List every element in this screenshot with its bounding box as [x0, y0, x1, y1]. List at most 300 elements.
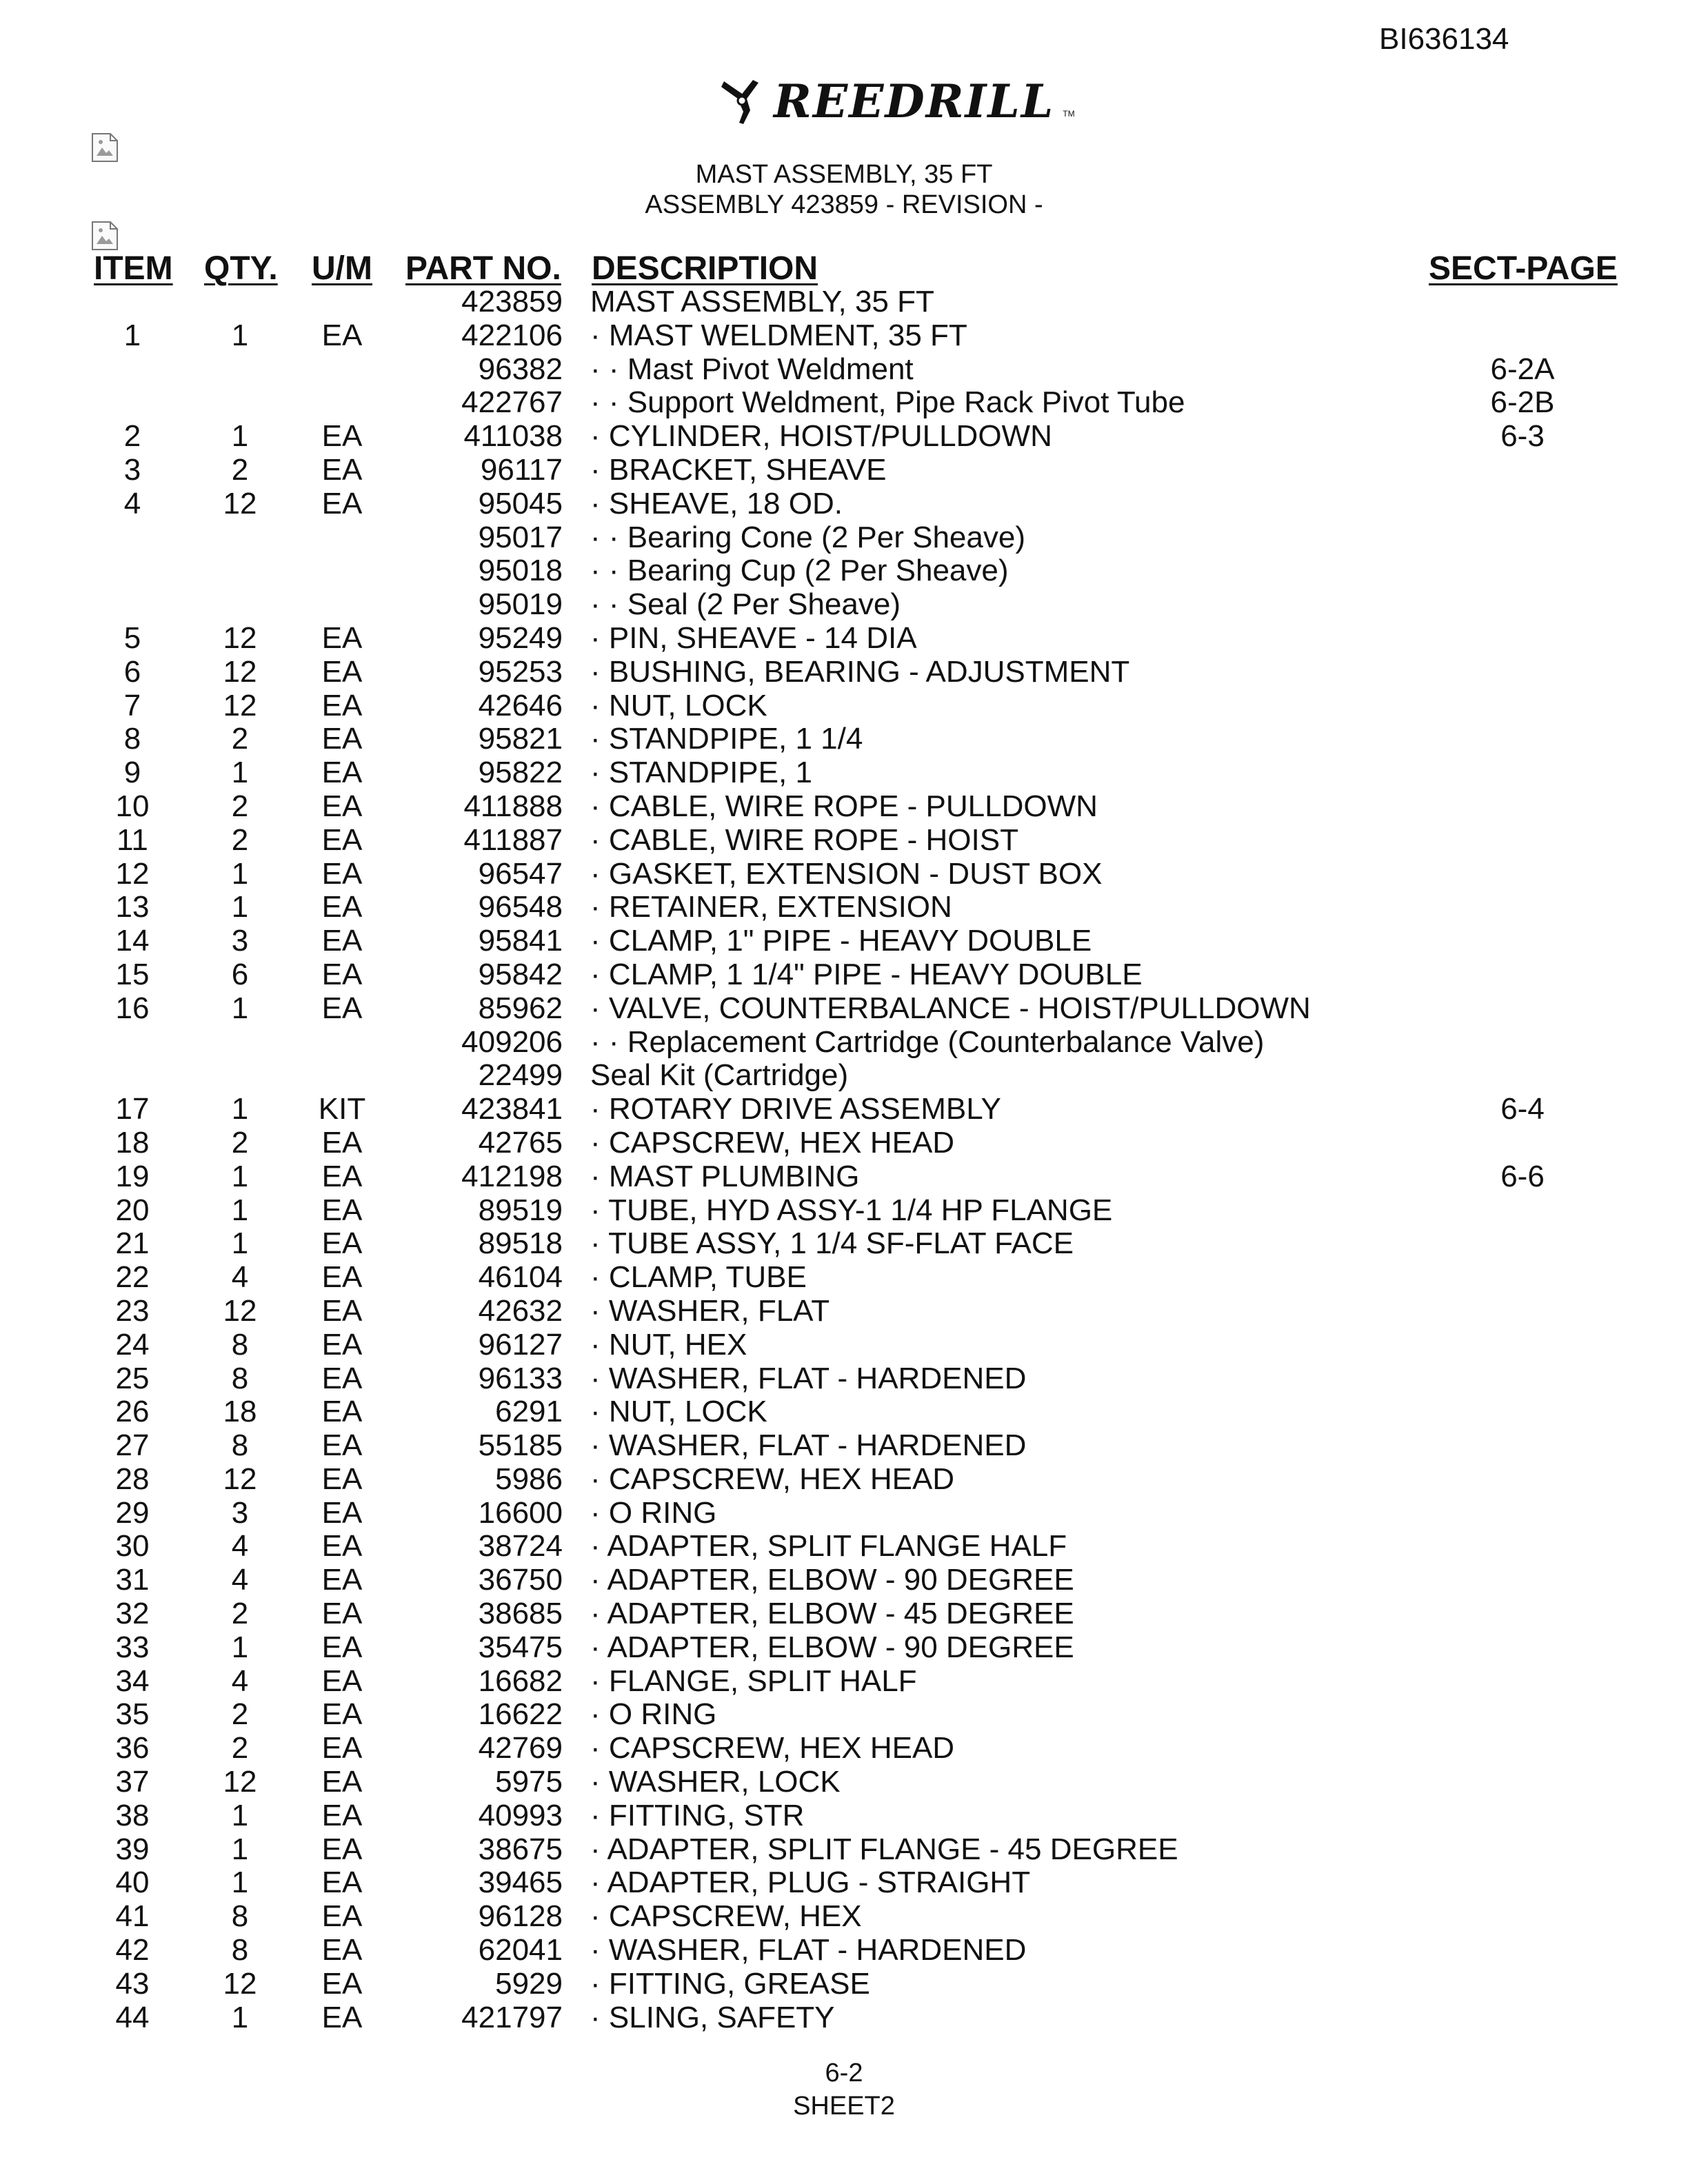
- item-number: 3: [123, 452, 141, 487]
- logo-wordmark: REEDRILL: [774, 74, 1055, 128]
- table-row: [0, 353, 1688, 387]
- item-number: 7: [123, 688, 141, 722]
- item-number: 19: [115, 1159, 150, 1193]
- header-part-no: PART NO.: [405, 250, 561, 287]
- item-number: 2: [123, 419, 141, 454]
- header-description: DESCRIPTION: [592, 250, 818, 287]
- quantity: 12: [223, 486, 257, 520]
- table-row: [0, 656, 1688, 689]
- unit-of-measure: EA: [321, 1395, 363, 1429]
- description: · FLANGE, SPLIT HALF: [590, 1664, 917, 1698]
- part-number: 95045: [478, 486, 563, 520]
- item-number: 6: [123, 654, 141, 689]
- description: · CLAMP, 1" PIPE - HEAVY DOUBLE: [590, 924, 1092, 958]
- quantity: 1: [231, 1798, 249, 1832]
- table-row: [0, 1766, 1688, 1799]
- description: · O RING: [590, 1495, 717, 1530]
- part-number: 16622: [478, 1697, 563, 1732]
- header-sect-page: SECT-PAGE: [1429, 250, 1618, 287]
- table-row: [0, 1261, 1688, 1295]
- part-number: 95249: [478, 620, 563, 655]
- item-number: 16: [115, 991, 150, 1025]
- part-number: 422767: [461, 385, 563, 420]
- table-row: [0, 689, 1688, 723]
- document-title: MAST ASSEMBLY, 35 FT: [695, 160, 993, 189]
- table-row: [0, 588, 1688, 622]
- unit-of-measure: EA: [321, 1495, 363, 1530]
- table-row: [0, 2001, 1688, 2035]
- description: · VALVE, COUNTERBALANCE - HOIST/PULLDOWN: [590, 991, 1311, 1025]
- table-row: [0, 924, 1688, 958]
- quantity: 12: [223, 688, 257, 722]
- unit-of-measure: EA: [321, 1193, 363, 1227]
- unit-of-measure: EA: [321, 1529, 363, 1564]
- quantity: 1: [231, 1832, 249, 1866]
- quantity: 12: [223, 620, 257, 655]
- part-number: 38724: [478, 1529, 563, 1564]
- quantity: 1: [231, 991, 249, 1025]
- table-row: [0, 1194, 1688, 1228]
- part-number: 89519: [478, 1193, 563, 1227]
- sect-page: 6-2B: [1490, 385, 1555, 420]
- item-number: 13: [115, 890, 150, 924]
- unit-of-measure: EA: [321, 1293, 363, 1328]
- unit-of-measure: KIT: [318, 1092, 366, 1126]
- description: · ADAPTER, ELBOW - 90 DEGREE: [590, 1563, 1074, 1597]
- description: · STANDPIPE, 1 1/4: [590, 722, 863, 756]
- table-row: [0, 756, 1688, 790]
- part-number: 42646: [478, 688, 563, 722]
- description: · PIN, SHEAVE - 14 DIA: [590, 620, 917, 655]
- part-number: 96133: [478, 1361, 563, 1395]
- table-row: [0, 1597, 1688, 1631]
- table-row: [0, 420, 1688, 454]
- item-number: 35: [115, 1697, 150, 1732]
- part-number: 36750: [478, 1563, 563, 1597]
- unit-of-measure: EA: [321, 1159, 363, 1193]
- document-id: BI636134: [1379, 22, 1509, 56]
- table-row: [0, 1732, 1688, 1766]
- table-row: [0, 790, 1688, 824]
- item-number: 39: [115, 1832, 150, 1866]
- description: · ADAPTER, ELBOW - 90 DEGREE: [590, 1630, 1074, 1664]
- item-number: 27: [115, 1428, 150, 1463]
- part-number: 85962: [478, 991, 563, 1025]
- item-number: 14: [115, 924, 150, 958]
- unit-of-measure: EA: [321, 924, 363, 958]
- table-row: [0, 1934, 1688, 1968]
- item-number: 40: [115, 1866, 150, 1900]
- unit-of-measure: EA: [321, 1226, 363, 1261]
- description: · WASHER, FLAT - HARDENED: [590, 1361, 1027, 1395]
- description: · CAPSCREW, HEX: [590, 1899, 862, 1934]
- table-row: [0, 1631, 1688, 1665]
- unit-of-measure: EA: [321, 1933, 363, 1968]
- description: · ADAPTER, SPLIT FLANGE - 45 DEGREE: [590, 1832, 1178, 1866]
- table-row: [0, 891, 1688, 924]
- part-number: 38675: [478, 1832, 563, 1866]
- description: · CAPSCREW, HEX HEAD: [590, 1125, 955, 1160]
- item-number: 12: [115, 856, 150, 891]
- part-number: 95018: [478, 554, 563, 588]
- description: · BUSHING, BEARING - ADJUSTMENT: [590, 654, 1130, 689]
- part-number: 423859: [461, 285, 563, 318]
- quantity: 6: [231, 957, 249, 991]
- item-number: 20: [115, 1193, 150, 1227]
- part-number: 96117: [480, 452, 563, 487]
- quantity: 2: [231, 722, 249, 756]
- quantity: 1: [231, 318, 249, 352]
- table-row: [0, 1429, 1688, 1463]
- part-number: 95822: [478, 756, 563, 790]
- table-row: [0, 1059, 1688, 1093]
- item-number: 31: [115, 1563, 150, 1597]
- quantity: 1: [231, 1226, 249, 1261]
- quantity: 18: [223, 1395, 257, 1429]
- part-number: 89518: [478, 1226, 563, 1261]
- part-number: 62041: [478, 1933, 563, 1968]
- unit-of-measure: EA: [321, 1866, 363, 1900]
- unit-of-measure: EA: [321, 419, 363, 454]
- description: · CABLE, WIRE ROPE - PULLDOWN: [590, 789, 1098, 823]
- unit-of-measure: EA: [321, 1697, 363, 1732]
- quantity: 1: [231, 1159, 249, 1193]
- quantity: 8: [231, 1361, 249, 1395]
- unit-of-measure: EA: [321, 1327, 363, 1362]
- part-number: 95842: [478, 957, 563, 991]
- item-number: 32: [115, 1597, 150, 1631]
- quantity: 12: [223, 1462, 257, 1496]
- table-row: [0, 319, 1688, 353]
- sect-page: 6-2A: [1490, 352, 1555, 386]
- table-row: [0, 1126, 1688, 1160]
- item-number: 10: [115, 789, 150, 823]
- unit-of-measure: EA: [321, 1361, 363, 1395]
- quantity: 4: [231, 1529, 249, 1564]
- table-row: [0, 958, 1688, 992]
- description: Seal Kit (Cartridge): [590, 1058, 849, 1093]
- quantity: 3: [231, 924, 249, 958]
- table-row: [0, 824, 1688, 858]
- quantity: 2: [231, 822, 249, 857]
- table-row: [0, 1698, 1688, 1732]
- document-subtitle: ASSEMBLY 423859 - REVISION -: [645, 190, 1043, 219]
- part-number: 95821: [478, 722, 563, 756]
- item-number: 36: [115, 1731, 150, 1766]
- description: · · Seal (2 Per Sheave): [590, 587, 901, 622]
- unit-of-measure: EA: [321, 1832, 363, 1866]
- table-row: [0, 858, 1688, 891]
- table-row: [0, 1665, 1688, 1699]
- table-row: [0, 1362, 1688, 1396]
- unit-of-measure: EA: [321, 486, 363, 520]
- table-row: [0, 285, 1688, 319]
- description: · CAPSCREW, HEX HEAD: [590, 1731, 955, 1766]
- table-row: [0, 487, 1688, 521]
- description: · BRACKET, SHEAVE: [590, 452, 887, 487]
- item-number: 11: [117, 822, 148, 857]
- table-row: [0, 1093, 1688, 1126]
- description: · FITTING, STR: [590, 1798, 805, 1832]
- unit-of-measure: EA: [321, 1260, 363, 1295]
- unit-of-measure: EA: [321, 654, 363, 689]
- unit-of-measure: EA: [321, 1563, 363, 1597]
- logo-trademark: TM: [1063, 109, 1075, 119]
- table-row: [0, 1328, 1688, 1362]
- description: · WASHER, FLAT: [590, 1293, 830, 1328]
- description: · O RING: [590, 1697, 717, 1732]
- quantity: 12: [223, 1966, 257, 2001]
- unit-of-measure: EA: [321, 1664, 363, 1698]
- header-um: U/M: [312, 250, 372, 287]
- description: · · Support Weldment, Pipe Rack Pivot Tube: [590, 385, 1185, 420]
- table-row: [0, 1900, 1688, 1934]
- description: · · Bearing Cone (2 Per Sheave): [590, 520, 1025, 554]
- item-number: 17: [115, 1092, 150, 1126]
- item-number: 4: [123, 486, 141, 520]
- description: · CLAMP, 1 1/4" PIPE - HEAVY DOUBLE: [590, 957, 1143, 991]
- part-number: 38685: [478, 1597, 563, 1631]
- part-number: 39465: [478, 1866, 563, 1900]
- unit-of-measure: EA: [321, 318, 363, 352]
- table-row: [0, 1833, 1688, 1867]
- item-number: 25: [115, 1361, 150, 1395]
- quantity: 1: [231, 1193, 249, 1227]
- part-number: 411038: [463, 419, 563, 454]
- quantity: 1: [231, 419, 249, 454]
- part-number: 16682: [478, 1664, 563, 1698]
- part-number: 5929: [495, 1966, 563, 2001]
- unit-of-measure: EA: [321, 2000, 363, 2034]
- part-number: 5986: [495, 1462, 563, 1496]
- quantity: 4: [231, 1664, 249, 1698]
- quantity: 4: [231, 1260, 249, 1295]
- description: · CABLE, WIRE ROPE - HOIST: [590, 822, 1018, 857]
- quantity: 2: [231, 1125, 249, 1160]
- quantity: 1: [231, 756, 249, 790]
- part-number: 411888: [463, 789, 563, 823]
- part-number: 55185: [478, 1428, 563, 1463]
- description: · · Bearing Cup (2 Per Sheave): [590, 554, 1009, 588]
- part-number: 421797: [461, 2000, 563, 2034]
- part-number: 95019: [478, 587, 563, 622]
- header-qty: QTY.: [204, 250, 278, 287]
- document-image-icon[interactable]: [91, 132, 119, 163]
- table-row: [0, 1227, 1688, 1261]
- unit-of-measure: EA: [321, 722, 363, 756]
- unit-of-measure: EA: [321, 756, 363, 790]
- description: · NUT, HEX: [590, 1327, 747, 1362]
- quantity: 1: [231, 856, 249, 891]
- description: · CYLINDER, HOIST/PULLDOWN: [590, 419, 1052, 454]
- description: · TUBE ASSY, 1 1/4 SF-FLAT FACE: [590, 1226, 1074, 1261]
- part-number: 96382: [478, 352, 563, 386]
- item-number: 42: [115, 1933, 150, 1968]
- part-number: 96548: [478, 890, 563, 924]
- item-number: 29: [115, 1495, 150, 1530]
- part-number: 409206: [461, 1024, 563, 1059]
- item-number: 22: [115, 1260, 150, 1295]
- description: · CAPSCREW, HEX HEAD: [590, 1462, 955, 1496]
- description: · WASHER, FLAT - HARDENED: [590, 1933, 1027, 1968]
- item-number: 8: [123, 722, 141, 756]
- table-row: [0, 1160, 1688, 1194]
- item-number: 21: [115, 1226, 150, 1261]
- part-number: 42769: [478, 1731, 563, 1766]
- parts-list: [0, 285, 1688, 2034]
- description: · FITTING, GREASE: [590, 1966, 870, 2001]
- table-row: [0, 454, 1688, 487]
- drill-bit-logo-icon: [717, 76, 765, 127]
- description: · ADAPTER, ELBOW - 45 DEGREE: [590, 1597, 1074, 1631]
- unit-of-measure: EA: [321, 1630, 363, 1664]
- part-number: 16600: [478, 1495, 563, 1530]
- item-number: 30: [115, 1529, 150, 1564]
- description: · CLAMP, TUBE: [590, 1260, 807, 1295]
- quantity: 1: [231, 2000, 249, 2034]
- unit-of-measure: EA: [321, 991, 363, 1025]
- part-number: 35475: [478, 1630, 563, 1664]
- quantity: 2: [231, 1597, 249, 1631]
- description: · · Replacement Cartridge (Counterbalance Valve): [590, 1024, 1265, 1059]
- table-row: [0, 1530, 1688, 1564]
- sect-page: 6-3: [1500, 419, 1545, 454]
- quantity: 1: [231, 1630, 249, 1664]
- quantity: 12: [223, 1293, 257, 1328]
- quantity: 1: [231, 890, 249, 924]
- quantity: 12: [223, 654, 257, 689]
- part-number: 411887: [463, 822, 563, 857]
- description: · SHEAVE, 18 OD.: [590, 486, 843, 520]
- item-number: 33: [115, 1630, 150, 1664]
- part-number: 422106: [461, 318, 563, 352]
- part-number: 423841: [461, 1092, 563, 1126]
- part-number: 42632: [478, 1293, 563, 1328]
- quantity: 8: [231, 1327, 249, 1362]
- part-number: 6291: [495, 1395, 563, 1429]
- table-row: [0, 1799, 1688, 1833]
- table-row: [0, 521, 1688, 555]
- item-number: 23: [115, 1293, 150, 1328]
- table-row: [0, 554, 1688, 588]
- table-row: [0, 386, 1688, 420]
- item-number: 15: [115, 957, 150, 991]
- quantity: 8: [231, 1933, 249, 1968]
- part-number: 42765: [478, 1125, 563, 1160]
- description: · GASKET, EXTENSION - DUST BOX: [590, 856, 1103, 891]
- unit-of-measure: EA: [321, 1966, 363, 2001]
- item-number: 43: [115, 1966, 150, 2001]
- table-row: [0, 1463, 1688, 1497]
- quantity: 2: [231, 1697, 249, 1732]
- table-row: [0, 1395, 1688, 1429]
- table-row: [0, 1026, 1688, 1060]
- table-row: [0, 1564, 1688, 1597]
- item-number: 5: [123, 620, 141, 655]
- description: · ADAPTER, PLUG - STRAIGHT: [590, 1866, 1031, 1900]
- item-number: 28: [115, 1462, 150, 1496]
- quantity: 2: [231, 789, 249, 823]
- description: · STANDPIPE, 1: [590, 756, 812, 790]
- sheet-label: SHEET2: [793, 2092, 895, 2121]
- part-number: 46104: [478, 1260, 563, 1295]
- description: · WASHER, FLAT - HARDENED: [590, 1428, 1027, 1463]
- table-row: [0, 1497, 1688, 1530]
- item-number: 24: [115, 1327, 150, 1362]
- item-number: 37: [115, 1765, 150, 1799]
- description: · MAST PLUMBING: [590, 1159, 860, 1193]
- sect-page: 6-4: [1500, 1092, 1545, 1126]
- document-image-icon[interactable]: [91, 221, 119, 251]
- unit-of-measure: EA: [321, 1428, 363, 1463]
- part-number: 96127: [478, 1327, 563, 1362]
- description: · RETAINER, EXTENSION: [590, 890, 952, 924]
- description: · TUBE, HYD ASSY-1 1/4 HP FLANGE: [590, 1193, 1113, 1227]
- item-number: 38: [115, 1798, 150, 1832]
- unit-of-measure: EA: [321, 822, 363, 857]
- part-number: 96128: [478, 1899, 563, 1934]
- part-number: 5975: [495, 1765, 563, 1799]
- unit-of-measure: EA: [321, 688, 363, 722]
- description: · SLING, SAFETY: [590, 2000, 835, 2034]
- table-row: [0, 622, 1688, 656]
- table-row: [0, 992, 1688, 1026]
- quantity: 1: [231, 1866, 249, 1900]
- part-number: 412198: [461, 1159, 563, 1193]
- quantity: 2: [231, 1731, 249, 1766]
- part-number: 95841: [478, 924, 563, 958]
- unit-of-measure: EA: [321, 452, 363, 487]
- unit-of-measure: EA: [321, 957, 363, 991]
- part-number: 22499: [478, 1058, 563, 1093]
- description: · NUT, LOCK: [590, 688, 767, 722]
- page-number: 6-2: [825, 2059, 863, 2087]
- unit-of-measure: EA: [321, 1731, 363, 1766]
- description: · NUT, LOCK: [590, 1395, 767, 1429]
- item-number: 41: [115, 1899, 150, 1934]
- part-number: 96547: [478, 856, 563, 891]
- description: · MAST WELDMENT, 35 FT: [590, 318, 967, 352]
- item-number: 9: [123, 756, 141, 790]
- sect-page: 6-6: [1500, 1159, 1545, 1193]
- unit-of-measure: EA: [321, 1899, 363, 1934]
- description: · · Mast Pivot Weldment: [590, 352, 914, 386]
- description: MAST ASSEMBLY, 35 FT: [590, 285, 934, 318]
- description: · WASHER, LOCK: [590, 1765, 841, 1799]
- quantity: 8: [231, 1428, 249, 1463]
- item-number: 26: [115, 1395, 150, 1429]
- reedrill-logo: [717, 74, 1075, 128]
- unit-of-measure: EA: [321, 620, 363, 655]
- unit-of-measure: EA: [321, 1125, 363, 1160]
- part-number: 95017: [478, 520, 563, 554]
- quantity: 12: [223, 1765, 257, 1799]
- quantity: 3: [231, 1495, 249, 1530]
- unit-of-measure: EA: [321, 789, 363, 823]
- item-number: 44: [115, 2000, 150, 2034]
- unit-of-measure: EA: [321, 1462, 363, 1496]
- item-number: 18: [115, 1125, 150, 1160]
- unit-of-measure: EA: [321, 890, 363, 924]
- quantity: 8: [231, 1899, 249, 1934]
- quantity: 2: [231, 452, 249, 487]
- item-number: 1: [123, 318, 141, 352]
- part-number: 95253: [478, 654, 563, 689]
- item-number: 34: [115, 1664, 150, 1698]
- quantity: 1: [231, 1092, 249, 1126]
- unit-of-measure: EA: [321, 1597, 363, 1631]
- header-item: ITEM: [94, 250, 173, 287]
